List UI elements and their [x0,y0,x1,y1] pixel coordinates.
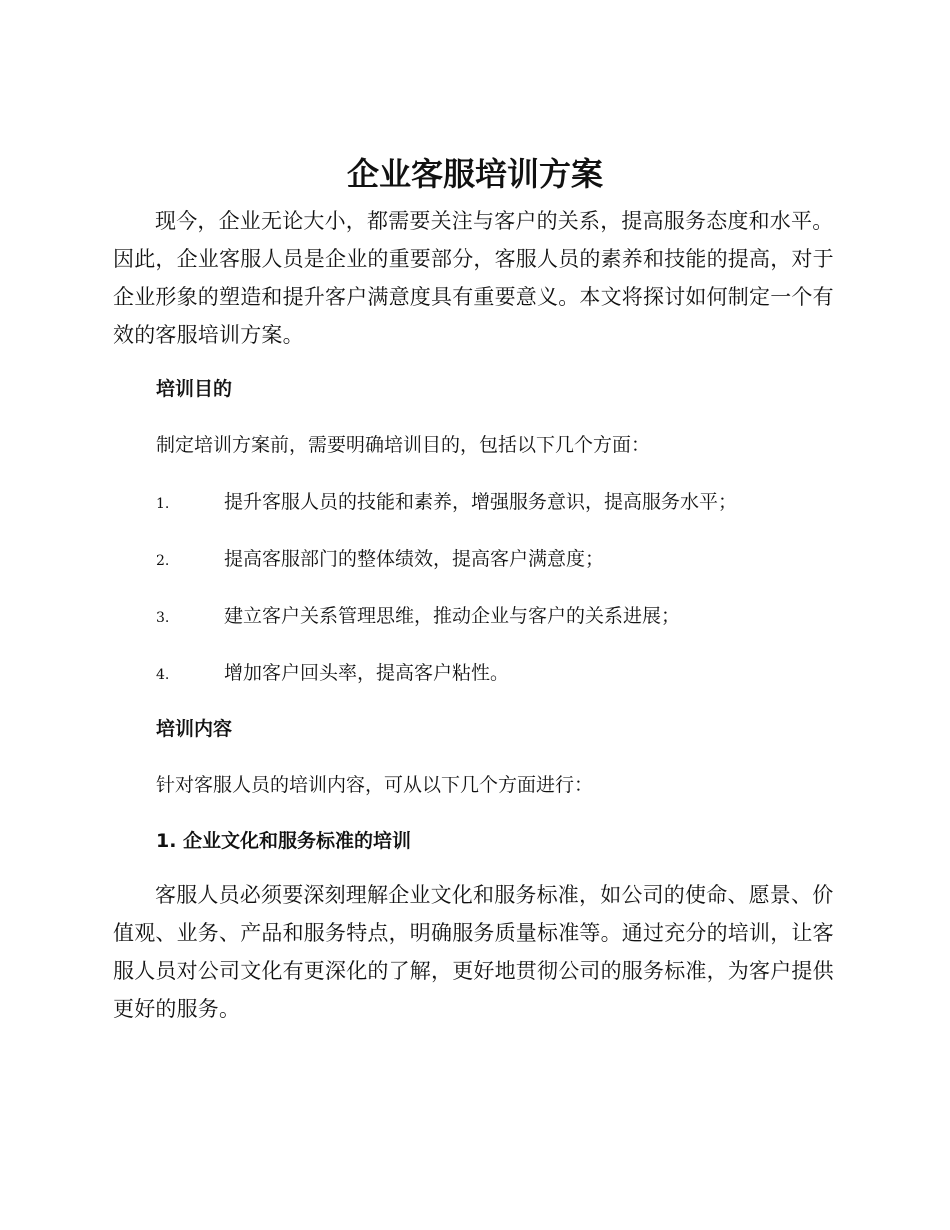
culture-subheading: 1. 企业文化和服务标准的培训 [156,830,412,852]
goal-list [113,487,950,688]
list-item [113,601,950,631]
list-item-text: 增加客户回头率，提高客户粘性。 [224,662,510,684]
goal-heading: 培训目的 [156,378,233,400]
document-title: 企业客服培训方案 [346,155,603,193]
content-lead: 针对客服人员的培训内容，可从以下几个方面进行： [156,774,594,796]
culture-paragraph: 客服人员必须要深刻理解企业文化和服务标准，如公司的使命、愿景、价值观、业务、产品和服务特点，明确服务质量标准等。通过充分的培训，让客服人员对公司文化有更深化的了解，更好地贯彻公司的服务标准，为客户提供更好的服务。 [113,883,834,1021]
list-item [113,658,950,688]
intro-paragraph: 现今，企业无论大小，都需要关注与客户的关系，提高服务态度和水平。因此，企业客服人员是企业的重要部分，客服人员的素养和技能的提高，对于企业形象的塑造和提升客户满意度具有重要意义。本文将探讨如何制定一个有效的客服培训方案。 [113,209,834,347]
list-item-number: 2. [156,553,170,569]
list-item-number: 1. [156,496,170,512]
list-item [113,544,950,574]
list-item-text: 建立客户关系管理思维，推动企业与客户的关系进展； [224,605,681,627]
content-heading: 培训内容 [156,718,233,740]
list-item-number: 4. [156,667,170,683]
list-item-text: 提高客服部门的整体绩效，提高客户满意度； [224,548,605,570]
list-item-number: 3. [156,610,170,626]
list-item [113,487,950,517]
goal-lead: 制定培训方案前，需要明确培训目的，包括以下几个方面： [156,434,651,456]
list-item-text: 提升客服人员的技能和素养，增强服务意识，提高服务水平； [224,491,738,513]
